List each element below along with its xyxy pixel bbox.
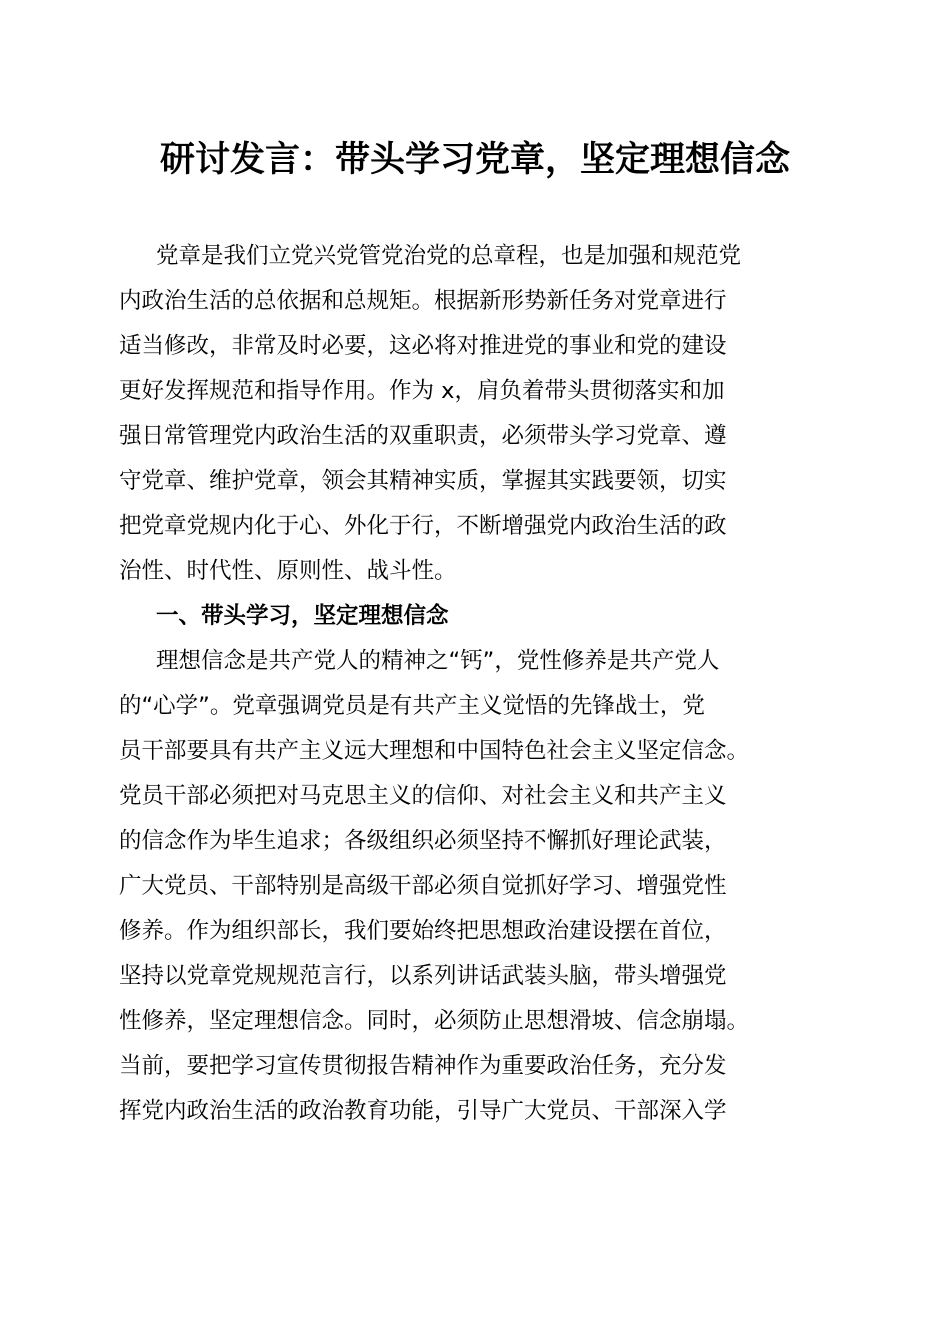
document-body <box>119 234 829 1134</box>
paragraph-line: 修养。作为组织部长，我们要始终把思想政治建设摆在首位， <box>119 918 727 944</box>
paragraph-line: 更好发挥规范和指导作用。作为 x，肩负着带头贯彻落实和加 <box>119 378 725 404</box>
paragraph-line: 挥党内政治生活的政治教育功能，引导广大党员、干部深入学 <box>119 1098 727 1124</box>
paragraph-line: 理想信念是共产党人的精神之“钙”，党性修养是共产党人 <box>156 648 720 674</box>
paragraph-line: 的信念作为毕生追求；各级组织必须坚持不懈抓好理论武装， <box>119 828 727 854</box>
paragraph-line: 适当修改，非常及时必要，这必将对推进党的事业和党的建设 <box>119 333 727 359</box>
paragraph-line: 内政治生活的总依据和总规矩。根据新形势新任务对党章进行 <box>119 288 727 314</box>
paragraph-line: 守党章、维护党章，领会其精神实质，掌握其实践要领，切实 <box>119 468 727 494</box>
paragraph-line: 治性、时代性、原则性、战斗性。 <box>119 558 457 584</box>
paragraph-line: 当前，要把学习宣传贯彻报告精神作为重要政治任务，充分发 <box>119 1053 727 1079</box>
paragraph-line: 强日常管理党内政治生活的双重职责，必须带头学习党章、遵 <box>119 423 727 449</box>
paragraph-intro <box>119 234 829 594</box>
paragraph-line: 党章是我们立党兴党管党治党的总章程，也是加强和规范党 <box>156 243 742 269</box>
paragraph-line: 性修养，坚定理想信念。同时，必须防止思想滑坡、信念崩塌。 <box>119 1008 750 1034</box>
paragraph-line: 广大党员、干部特别是高级干部必须自觉抓好学习、增强党性 <box>119 873 727 899</box>
paragraph-line: 党员干部必须把对马克思主义的信仰、对社会主义和共产主义 <box>119 783 727 809</box>
document-title: 研讨发言：带头学习党章，坚定理想信念 <box>159 139 790 180</box>
paragraph-line: 员干部要具有共产主义远大理想和中国特色社会主义坚定信念。 <box>119 738 750 764</box>
paragraph-line: 把党章党规内化于心、外化于行，不断增强党内政治生活的政 <box>119 513 727 539</box>
section-heading: 一、带头学习，坚定理想信念 <box>156 603 449 629</box>
paragraph-line: 坚持以党章党规规范言行，以系列讲话武装头脑，带头增强党 <box>119 963 727 989</box>
paragraph-section-one <box>119 639 829 1134</box>
paragraph-line: 的“心学”。党章强调党员是有共产主义觉悟的先锋战士，党 <box>119 693 705 719</box>
